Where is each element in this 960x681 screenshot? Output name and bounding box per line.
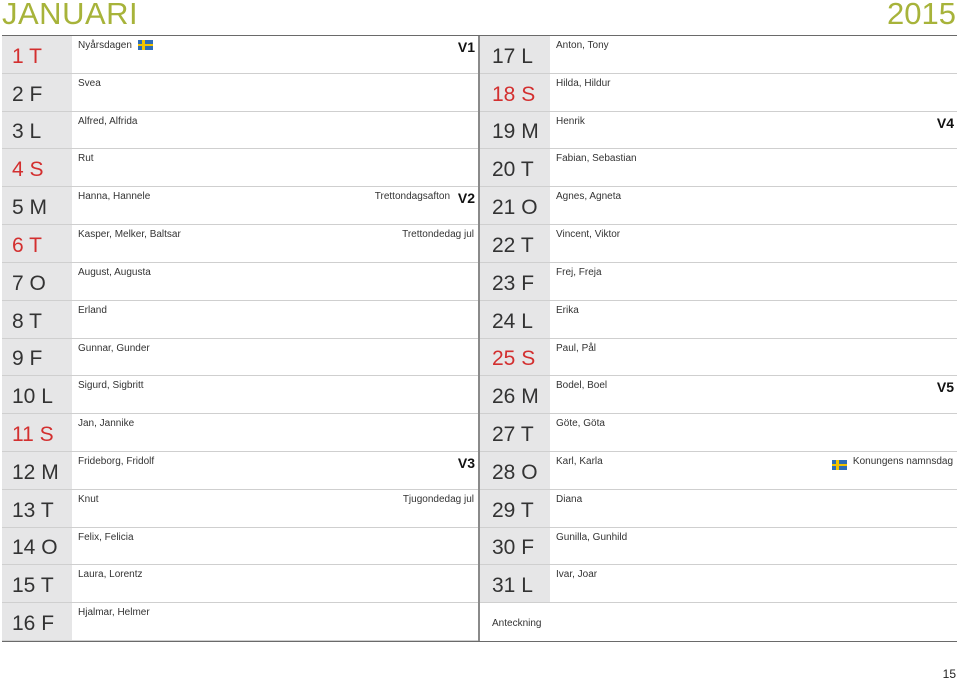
name-day-label: Kasper, Melker, Baltsar	[78, 229, 181, 241]
day-row	[480, 565, 957, 603]
day-row	[480, 339, 957, 377]
holiday-label: Trettondedag jul	[402, 229, 474, 241]
holiday-label: Trettondagsafton	[374, 191, 450, 203]
holiday-label: Tjugondedag jul	[402, 493, 474, 505]
day-cell	[2, 149, 72, 186]
name-day-label: Jan, Jannike	[78, 418, 135, 430]
day-cell	[2, 528, 72, 565]
day-row	[2, 414, 478, 452]
day-label: 2 F	[12, 82, 43, 106]
month-title: JANUARI	[2, 0, 139, 31]
day-row	[2, 187, 478, 225]
day-label: 28 O	[492, 460, 538, 484]
day-label: 5 M	[12, 196, 48, 220]
day-cell	[480, 376, 550, 413]
name-day-label: August, Augusta	[78, 266, 151, 278]
day-cell	[2, 225, 72, 262]
day-row	[2, 112, 478, 150]
day-cell	[480, 565, 550, 602]
day-cell	[480, 36, 550, 73]
day-row	[2, 376, 478, 414]
name-day-text	[556, 343, 596, 354]
day-row	[480, 452, 957, 490]
day-label: 29 T	[492, 498, 534, 522]
day-label: 1 T	[12, 44, 42, 68]
day-row	[480, 490, 957, 528]
day-label: 9 F	[12, 347, 43, 371]
day-cell	[2, 339, 72, 376]
name-day-label: Henrik	[556, 115, 585, 127]
name-day-label: Rut	[78, 153, 94, 165]
name-day-label: Alfred, Alfrida	[78, 115, 138, 127]
notes-row	[480, 603, 957, 640]
day-row	[480, 414, 957, 452]
name-day-text	[78, 532, 134, 543]
name-day-label: Göte, Göta	[556, 418, 605, 430]
name-day-label: Hjalmar, Helmer	[78, 607, 150, 619]
day-label: 15 T	[12, 574, 54, 598]
day-cell	[480, 74, 550, 111]
day-row	[2, 225, 478, 263]
name-day-text	[78, 343, 150, 354]
day-row	[2, 301, 478, 339]
day-row	[480, 301, 957, 339]
day-label: 22 T	[492, 233, 534, 257]
day-cell	[2, 414, 72, 451]
day-cell	[480, 339, 550, 376]
name-day-label: Felix, Felicia	[78, 531, 134, 543]
name-day-text	[78, 229, 181, 240]
day-row	[480, 112, 957, 150]
day-row	[480, 376, 957, 414]
week-number: V4	[936, 114, 954, 131]
name-day-text	[78, 569, 143, 580]
day-row	[480, 263, 957, 301]
day-label: 11 S	[12, 422, 54, 446]
name-day-text	[556, 191, 621, 202]
name-day-label: Vincent, Viktor	[556, 229, 621, 241]
day-row	[2, 565, 478, 603]
name-day-label: Knut	[78, 493, 99, 505]
week-number: V1	[457, 39, 475, 55]
day-cell	[480, 414, 550, 451]
day-cell	[2, 36, 72, 73]
day-cell	[2, 490, 72, 527]
week-number: V2	[457, 190, 475, 207]
name-day-label: Erika	[556, 304, 579, 316]
day-cell	[480, 112, 550, 149]
calendar-column-left	[2, 36, 478, 641]
day-cell	[480, 490, 550, 527]
name-day-label: Nyårsdagen	[78, 40, 132, 51]
calendar-column-right	[480, 36, 957, 641]
name-day-text	[556, 418, 605, 429]
day-row	[480, 36, 957, 74]
day-cell	[2, 565, 72, 602]
day-cell	[2, 187, 72, 224]
day-label: 3 L	[12, 120, 42, 144]
name-day-label: Fabian, Sebastian	[556, 153, 637, 165]
name-day-label: Sigurd, Sigbritt	[78, 380, 144, 392]
day-label: 4 S	[12, 158, 44, 182]
calendar-grid	[2, 35, 957, 642]
day-cell	[480, 452, 550, 489]
name-day-text	[556, 380, 607, 391]
day-cell	[2, 301, 72, 338]
day-cell	[2, 74, 72, 111]
day-cell	[480, 187, 550, 224]
name-day-text	[556, 456, 603, 467]
day-label: 10 L	[12, 385, 53, 409]
day-label: 17 L	[492, 44, 533, 68]
name-day-text	[556, 229, 620, 240]
name-day-text	[556, 532, 627, 543]
name-day-text	[78, 494, 99, 505]
day-row	[2, 528, 478, 566]
week-number: V3	[457, 454, 475, 471]
day-label: 6 T	[12, 233, 42, 257]
day-row	[480, 149, 957, 187]
name-day-label: Karl, Karla	[556, 455, 603, 467]
name-day-text	[78, 116, 137, 127]
day-label: 18 S	[492, 82, 536, 106]
day-label: 27 T	[492, 422, 534, 446]
name-day-label: Frej, Freja	[556, 266, 602, 278]
name-day-label: Gunnar, Gunder	[78, 342, 150, 354]
notes-label: Anteckning	[492, 618, 542, 630]
name-day-text	[78, 607, 150, 618]
name-day-text	[556, 305, 579, 316]
name-day-label: Svea	[78, 77, 101, 89]
name-day-label: Hilda, Hildur	[556, 77, 611, 89]
name-day-label: Ivar, Joar	[556, 569, 598, 581]
day-label: 13 T	[12, 498, 54, 522]
day-label: 23 F	[492, 271, 535, 295]
day-label: 16 F	[12, 612, 55, 635]
name-day-label: Diana	[556, 493, 583, 505]
day-cell	[2, 112, 72, 149]
name-day-text	[78, 40, 153, 51]
day-cell	[480, 263, 550, 300]
day-row	[2, 36, 478, 74]
day-label: 25 S	[492, 347, 536, 371]
name-day-text	[78, 153, 94, 164]
week-number: V5	[936, 379, 954, 396]
name-day-label: Agnes, Agneta	[556, 191, 622, 203]
day-cell	[480, 301, 550, 338]
name-day-text	[556, 116, 585, 127]
name-day-label: Bodel, Boel	[556, 380, 608, 392]
name-day-text	[78, 267, 151, 278]
day-row	[480, 528, 957, 566]
day-label: 19 M	[492, 120, 539, 144]
name-day-text	[78, 380, 144, 391]
name-day-label: Paul, Pål	[556, 342, 597, 354]
day-cell	[2, 263, 72, 300]
name-day-text	[78, 305, 107, 316]
swedish-flag-icon	[832, 460, 847, 470]
name-day-text	[78, 418, 134, 429]
day-cell	[2, 376, 72, 413]
name-day-label: Laura, Lorentz	[78, 569, 143, 581]
day-cell	[480, 149, 550, 186]
name-day-label: Erland	[78, 304, 107, 316]
name-day-label: Frideborg, Fridolf	[78, 455, 155, 467]
day-label: 21 O	[492, 196, 538, 220]
name-day-text	[556, 569, 597, 580]
name-day-text	[556, 78, 610, 89]
name-day-text	[78, 191, 150, 202]
day-row	[480, 74, 957, 112]
name-day-text	[556, 267, 602, 278]
day-label: 12 M	[12, 460, 59, 484]
name-day-text	[556, 40, 609, 51]
day-label: 7 O	[12, 271, 46, 295]
name-day-label: Hanna, Hannele	[78, 191, 151, 203]
day-row	[2, 149, 478, 187]
name-day-label: Anton, Tony	[556, 40, 609, 51]
day-label: 14 O	[12, 536, 58, 560]
name-day-text	[556, 494, 582, 505]
name-day-text	[78, 456, 154, 467]
name-day-label: Gunilla, Gunhild	[556, 531, 628, 543]
day-label: 8 T	[12, 309, 42, 333]
day-label: 24 L	[492, 309, 533, 333]
holiday-label: Konungens namnsdag	[852, 455, 953, 467]
day-label: 30 F	[492, 536, 535, 560]
day-label: 31 L	[492, 574, 533, 598]
day-label: 26 M	[492, 385, 539, 409]
day-row	[2, 603, 478, 641]
day-cell	[480, 528, 550, 565]
day-row	[480, 187, 957, 225]
day-row	[2, 452, 478, 490]
day-row	[2, 490, 478, 528]
swedish-flag-icon	[138, 40, 153, 50]
day-row	[2, 339, 478, 377]
name-day-text	[556, 153, 637, 164]
day-cell	[480, 225, 550, 262]
page-number: 15	[942, 667, 956, 681]
day-cell	[2, 603, 72, 640]
day-row	[480, 225, 957, 263]
name-day-text	[78, 78, 101, 89]
day-row	[2, 74, 478, 112]
day-cell	[2, 452, 72, 489]
day-row	[2, 263, 478, 301]
day-label: 20 T	[492, 158, 534, 182]
year-title: 2015	[887, 0, 956, 31]
